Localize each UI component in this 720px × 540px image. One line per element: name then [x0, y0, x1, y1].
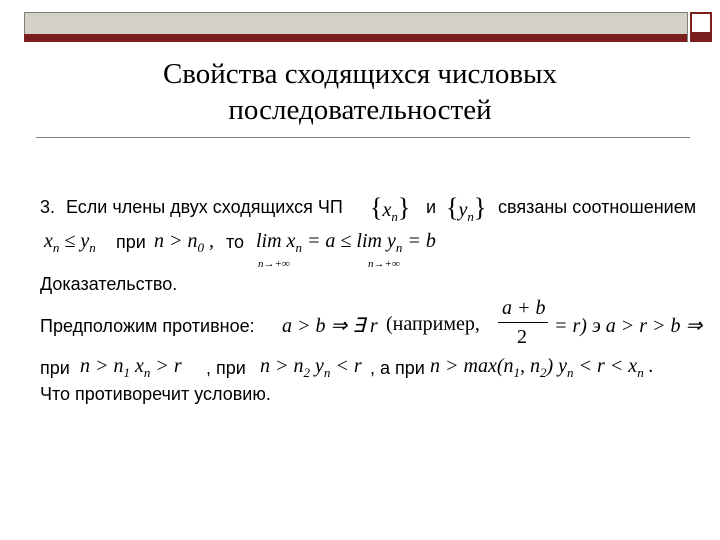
- fraction-rest: = r) э a > r > b ⇒: [554, 315, 703, 337]
- fraction-bar: [498, 322, 548, 323]
- line5-cond1: $n > n_1$ $x_n > r$: [80, 355, 182, 380]
- line5-when: при: [40, 358, 70, 378]
- statement-text: Если члены двух сходящихся ЧП: [66, 197, 343, 217]
- seq-x: $\{x_n\}$: [370, 193, 411, 224]
- proof-label: Доказательство.: [40, 274, 178, 294]
- title-line-2: последовательностей: [228, 94, 492, 126]
- when-word: при: [116, 232, 146, 252]
- title-line-1: Свойства сходящихся числовых: [162, 58, 558, 90]
- fraction-denominator: 2: [517, 326, 527, 348]
- line5-cond2: $n > n_2$ $y_n < r$: [260, 355, 362, 380]
- corner-accent: [690, 34, 712, 42]
- line5-and-when: , а при: [370, 358, 425, 378]
- conclusion-text: Что противоречит условию.: [40, 384, 271, 404]
- seq-y: $\{y_n\}$: [446, 193, 487, 224]
- inequality-xy: $x_n \le y_n$: [44, 230, 96, 255]
- suppose-text: Предположим противное:: [40, 316, 255, 336]
- line5-when2: , при: [206, 358, 246, 378]
- suppose-math: a > b ⇒ ∃ r: [282, 315, 378, 337]
- then-word: то: [226, 232, 245, 252]
- corner-square-icon: [690, 12, 712, 34]
- limit-sub-2: n→+∞: [368, 258, 400, 270]
- limit-expression: $\lim x_n = a \le \lim y_n = b$: [256, 230, 436, 255]
- item-number: 3.: [40, 197, 56, 217]
- limit-sub-1: n→+∞: [258, 258, 290, 270]
- condition-n0: $n > n_0$ ,: [154, 230, 214, 255]
- fraction-numerator: a + b: [502, 297, 546, 319]
- and-word: и: [426, 197, 437, 217]
- top-accent-bar: [24, 34, 687, 42]
- title-divider: [36, 137, 690, 138]
- line5-cond3: $n > \max(n_1$, $n_2$) $y_n < r < x_n$ .: [430, 355, 654, 380]
- slide-title: [90, 56, 630, 128]
- statement-end: связаны соотношением: [498, 197, 697, 217]
- for-example: (например,: [386, 313, 480, 335]
